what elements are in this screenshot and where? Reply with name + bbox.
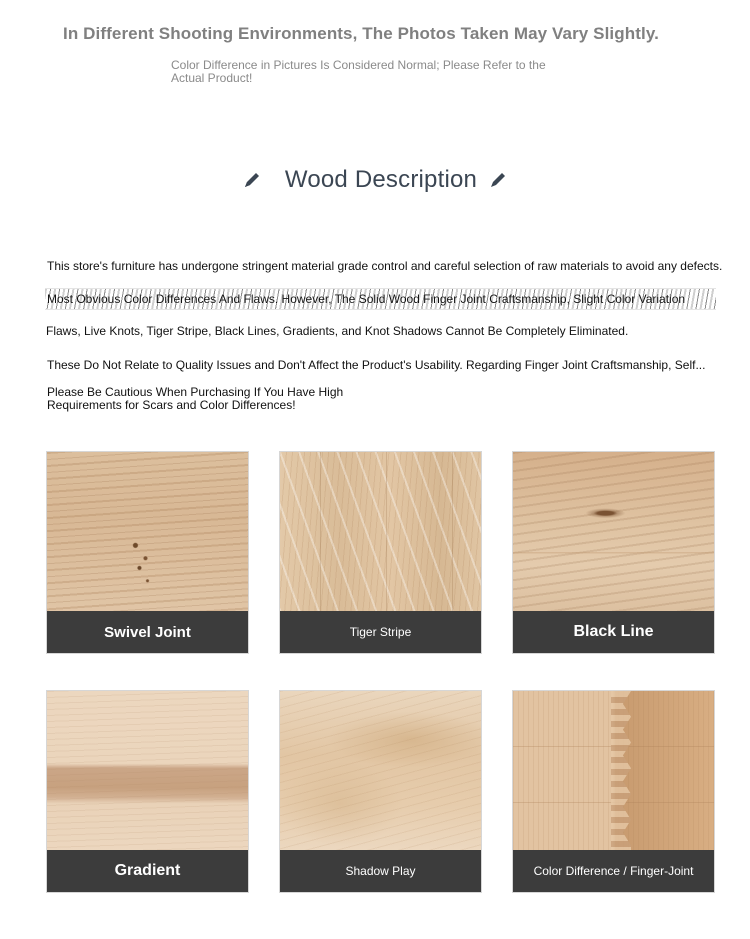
tile-label-bar	[280, 611, 481, 653]
tile-label: Gradient	[114, 862, 181, 879]
description-line-1: This store's furniture has undergone stringent material grade control and careful selection of raw materials to avoid any defects.	[47, 259, 723, 273]
pencil-icon	[487, 169, 509, 191]
tile-label: Color Difference / Finger-Joint	[533, 864, 694, 878]
wood-image	[513, 691, 714, 852]
description-line-4: These Do Not Relate to Quality Issues and Don't Affect the Product's Usability. Regarding Finger Joint Craftsmanship, Self...	[47, 358, 706, 372]
tile-label: Shadow Play	[345, 864, 416, 878]
tile-label: Tiger Stripe	[349, 625, 412, 639]
pencil-icon	[241, 169, 263, 191]
wood-tile-black-line	[512, 451, 715, 654]
tile-label-bar	[513, 850, 714, 892]
tile-label: Swivel Joint	[104, 623, 191, 641]
wood-tile-shadow-play	[279, 690, 482, 893]
wood-image	[513, 452, 714, 613]
tile-label-bar	[47, 611, 248, 653]
tile-label-bar	[47, 850, 248, 892]
wood-image	[47, 691, 248, 852]
section-heading	[0, 160, 750, 200]
wood-tile-swivel-joint	[46, 451, 249, 654]
tile-label: Black Line	[573, 623, 654, 640]
wood-image	[280, 691, 481, 852]
wood-image	[280, 452, 481, 613]
tile-label-bar	[513, 611, 714, 653]
notice-title: In Different Shooting Environments, The Photos Taken May Vary Slightly.	[63, 24, 659, 43]
section-title: Wood Description	[284, 166, 478, 193]
description-warning: Please Be Cautious When Purchasing If You Have High Requirements for Scars and Color Differences!	[47, 385, 344, 412]
tile-label-bar	[280, 850, 481, 892]
description-line-2: Most Obvious Color Differences And Flaws. However, The Solid Wood Finger Joint Craftsmanship, Slight Color Variation	[47, 292, 686, 306]
wood-tile-color-difference	[512, 690, 715, 893]
description-line-3: Flaws, Live Knots, Tiger Stripe, Black Lines, Gradients, and Knot Shadows Cannot Be Completely Eliminated.	[46, 324, 629, 338]
wood-image	[47, 452, 248, 613]
wood-tile-gradient	[46, 690, 249, 893]
notice-subtitle: Color Difference in Pictures Is Considered Normal; Please Refer to the Actual Product!	[171, 58, 546, 85]
wood-tile-tiger-stripe	[279, 451, 482, 654]
